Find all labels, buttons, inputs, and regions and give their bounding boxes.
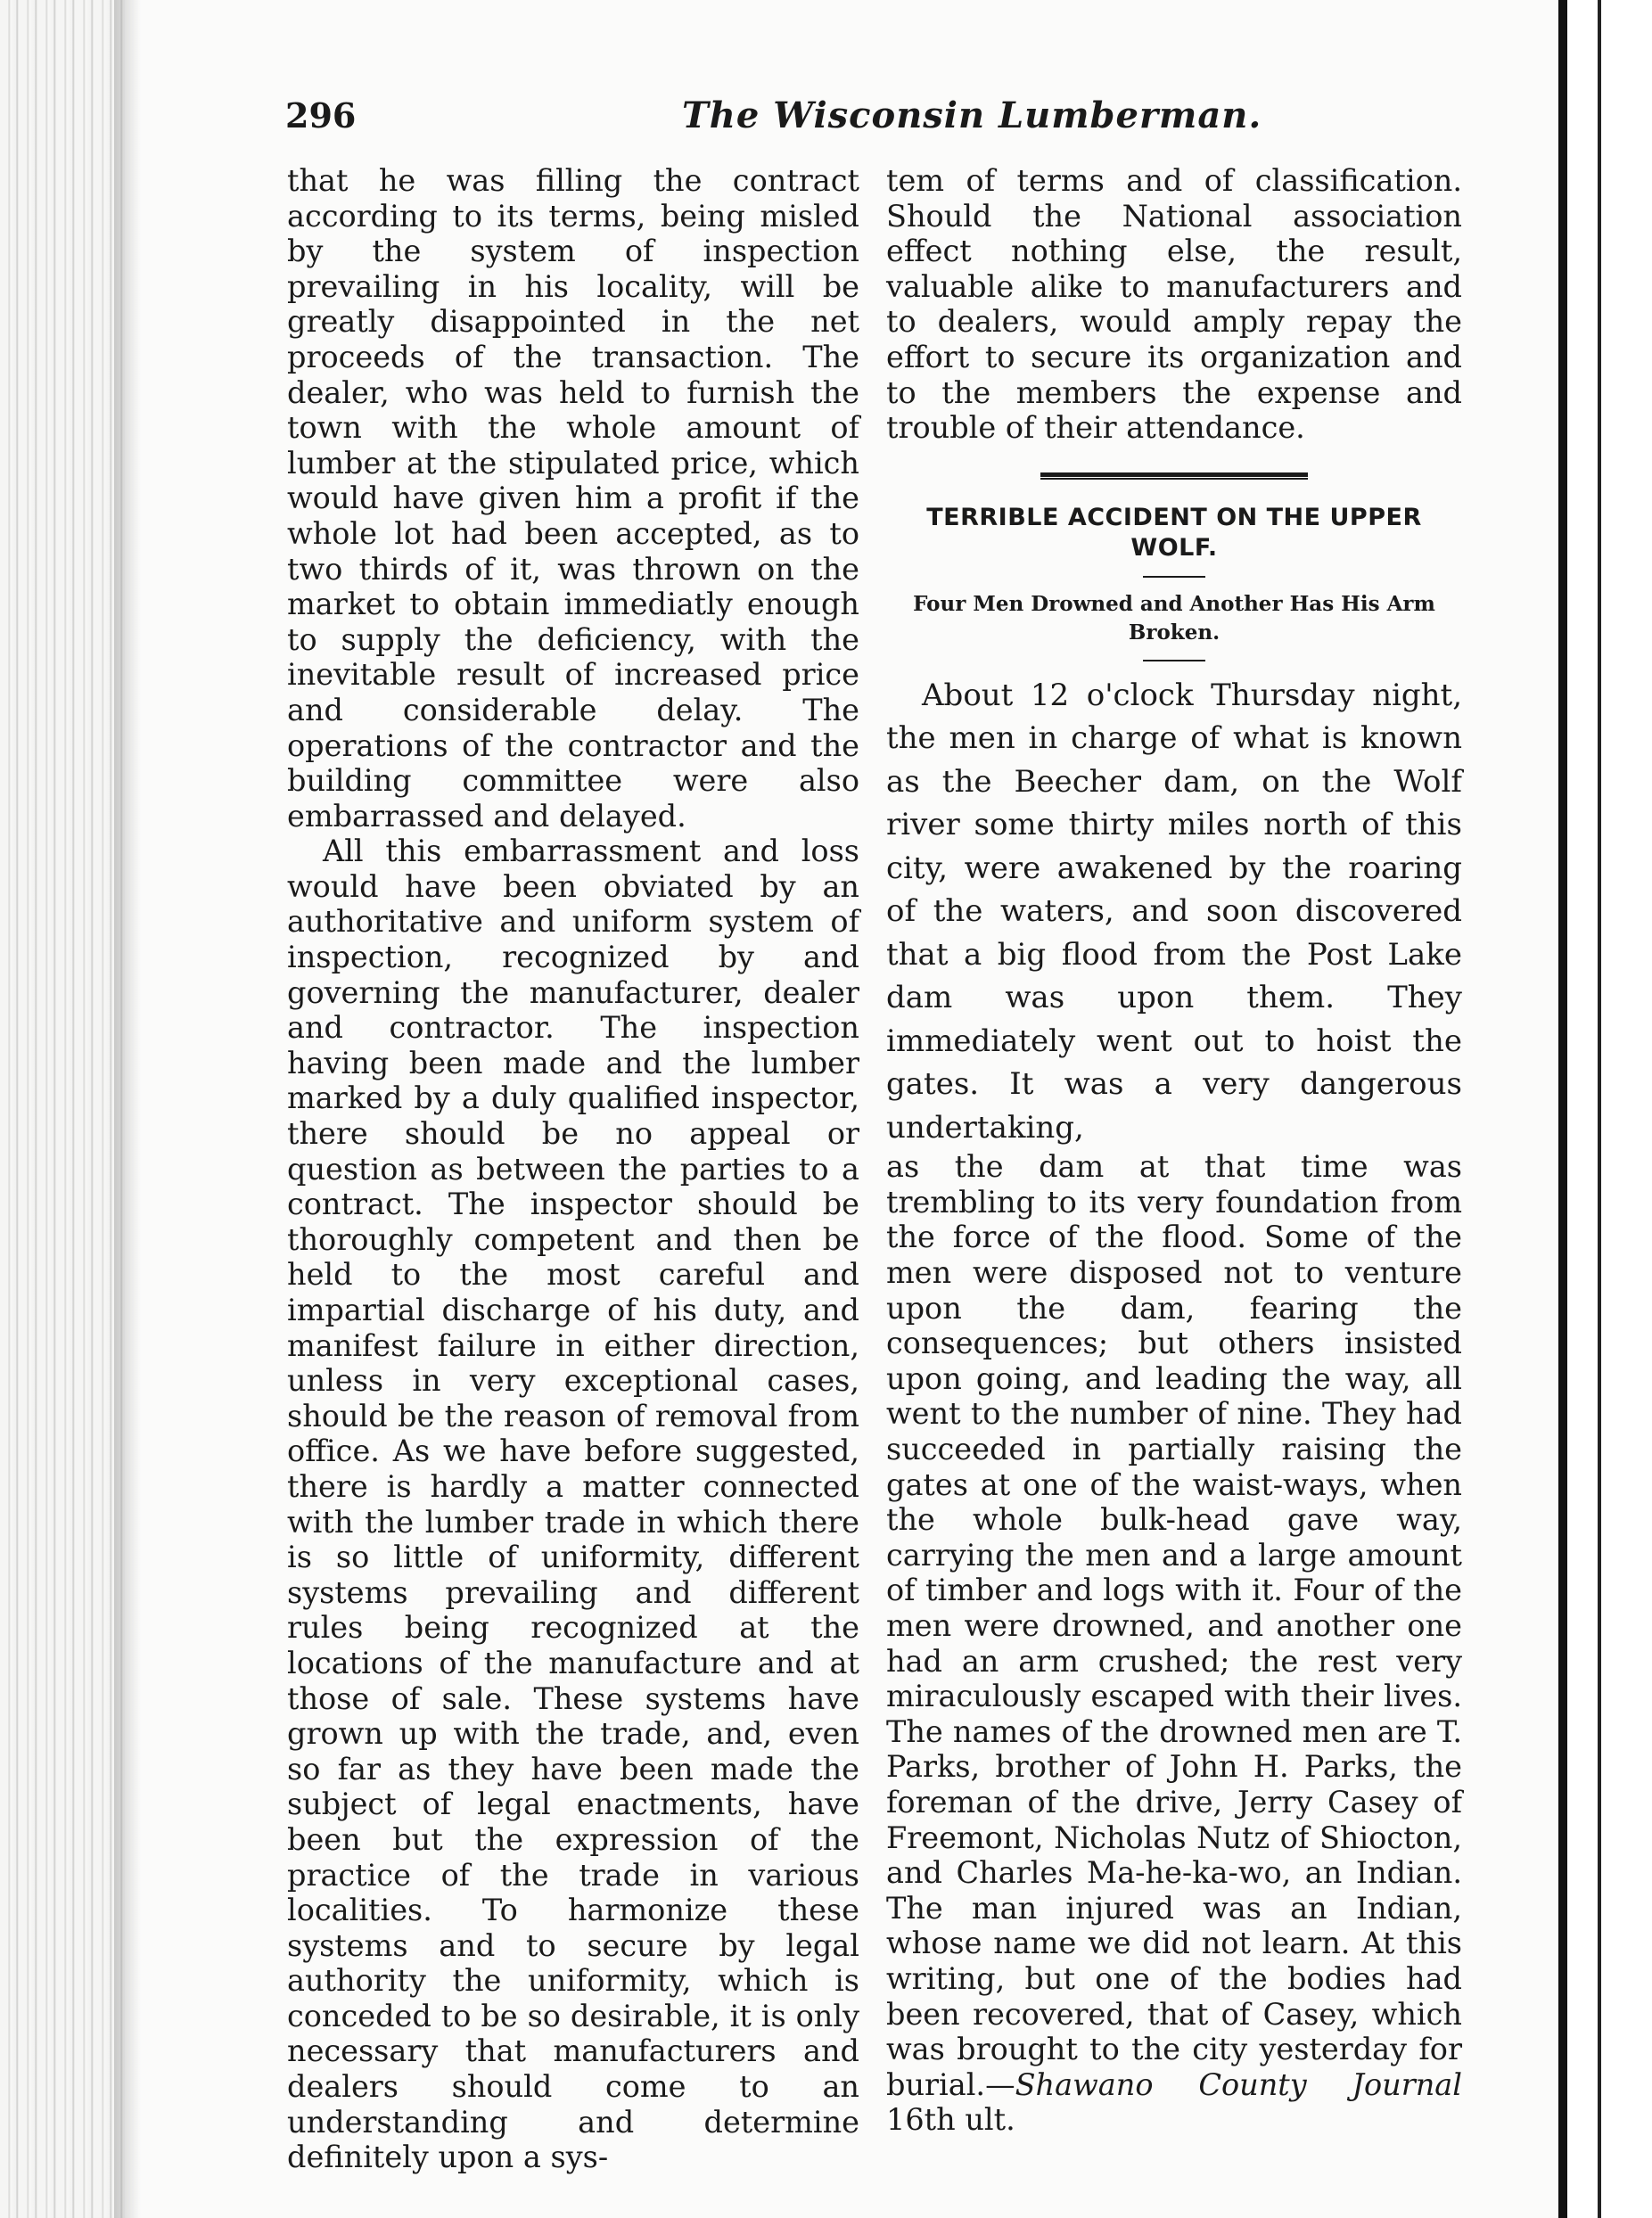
right-column: [886, 163, 1462, 2138]
page-number: 296: [285, 95, 357, 136]
left-column: [287, 163, 859, 2175]
binding-edge: [0, 0, 125, 2218]
article-body-text: as the dam at that time was trembling to its very foundation from the force of the flood. Some of the men were disposed not to venture upon the dam, fearing the consequences; but others insisted upon going, and leading the way, all went to the number of nine. They had succeeded in partially raising the gates at one of the waist-ways, when the whole bulk-head gave way, carrying the men and a large amount of timber and logs with it. Four of the men were drowned, and another one had an arm crushed; the rest very miraculously escaped with their lives. The names of the drowned men are T. Parks, brother of John H. Parks, the foreman of the drive, Jerry Casey of Freemont, Nicholas Nutz of Shiocton, and Charles Ma-he-ka-wo, an Indian. The man injured was an Indian, whose name we did not learn. At this writing, but one of the bodies had been recovered, that of Casey, which was brought to the city yesterday for burial.—: [886, 1149, 1462, 2102]
article-headline: TERRIBLE ACCIDENT ON THE UPPER WOLF.: [926, 503, 1422, 562]
right-edge-border-inner: [1598, 0, 1601, 2218]
journal-title: The Wisconsin Lumberman.: [682, 94, 1262, 136]
headline-rule: [1143, 576, 1205, 578]
article-body-part-2: [886, 1149, 1462, 2138]
right-edge-border: [1558, 0, 1567, 2218]
left-paragraph-2: All this embarrassment and loss would have been obviated by an authoritative and uniform system of inspection, recognized by and governing the manufacturer, dealer and contractor. The inspection having been made and the lumber marked by a duly qualified inspector, there should be no appeal or question as between the parties to a contract. The inspector should be thoroughly competent and then be held to the most careful and impartial discharge of his duty, and manifest failure in either direction, unless in very exceptional cases, should be the reason of removal from office. As we have before suggested, there is hardly a matter connected with the lumber trade in which there is so little of uniformity, different systems prevailing and different rules being recognized at the locations of the manufacture and at those of sale. These systems have grown up with the trade, and, even so far as they have been made the subject of legal enactments, have been but the expression of the practice of the trade in various localities. To harmonize these systems and to secure by legal authority the uniformity, which is conceded to be so desirable, it is only necessary that manufacturers and dealers should come to an understanding and determine definitely upon a sys-: [287, 834, 859, 2175]
left-paragraph-1: that he was filling the contract according to its terms, being misled by the system of inspection prevailing in his locality, will be greatly disappointed in the net proceeds of the transaction. The dealer, who was held to furnish the town with the whole amount of lumber at the stipulated price, which would have given him a profit if the whole lot had been accepted, as to two thirds of it, was thrown on the market to obtain immediatly enough to supply the deficiency, with the inevitable result of increased price and considerable delay. The operations of the contractor and the building committee were also embarrassed and delayed.: [287, 163, 859, 834]
right-continuation: tem of terms and of classification. Should the National association effect nothing else, the result, valuable alike to manufacturers and to dealers, would amply repay the effort to secure its organization and to the members the expense and trouble of their attendance.: [886, 163, 1462, 446]
article-body-part-1: About 12 o'clock Thursday night, the men in charge of what is known as the Beecher dam, on the Wolf river some thirty miles north of this city, were awakened by the roaring of the waters, and soon discovered that a big flood from the Post Lake dam was upon them. They immediately went out to hoist the gates. It was a very dangerous undertaking,: [886, 677, 1462, 1146]
subhead-rule: [1143, 660, 1205, 661]
binding-shadow: [114, 0, 141, 2218]
article-source: Shawano County Journal: [1015, 2066, 1462, 2102]
running-head: [285, 89, 1462, 143]
right-margin: [1558, 0, 1652, 2218]
article-subhead: Four Men Drowned and Another Has His Arm Broken.: [913, 591, 1435, 645]
section-divider: [1040, 472, 1308, 480]
article-source-date: 16th ult.: [886, 2102, 1015, 2138]
